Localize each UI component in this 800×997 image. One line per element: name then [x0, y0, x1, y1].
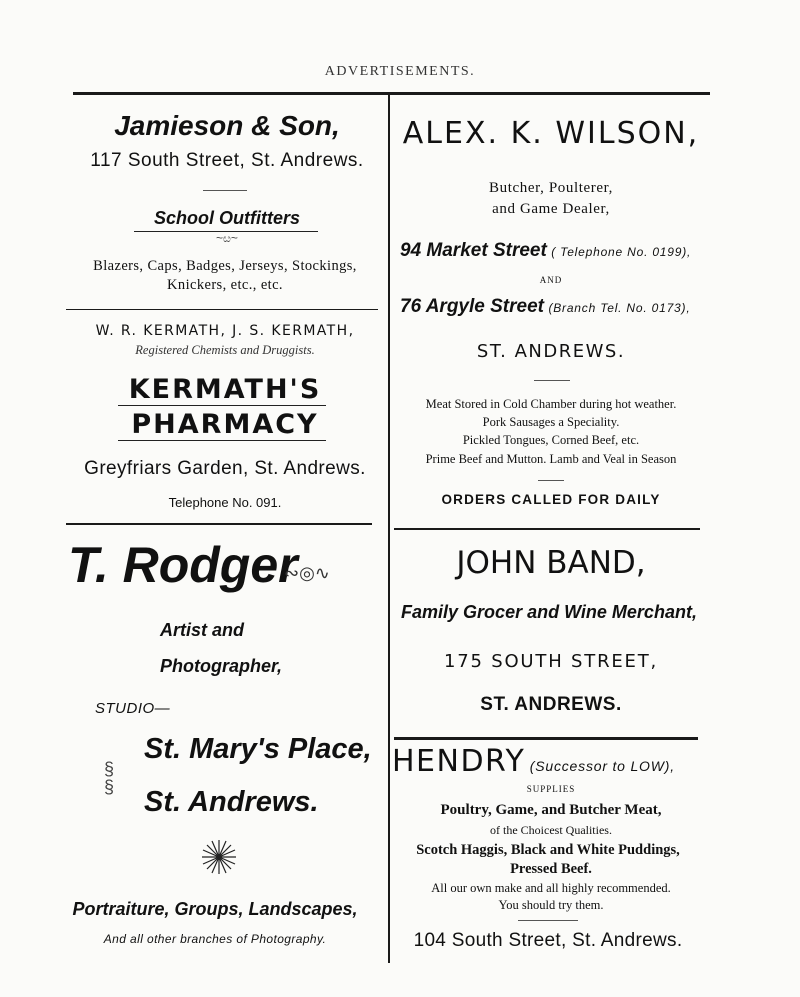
jamieson-name: Jamieson & Son, [114, 110, 340, 141]
kermath-telephone: Telephone No. 091. [168, 495, 282, 510]
wilson-rule [394, 528, 700, 530]
hendry-note-1: All our own make and all highly recommended. [431, 881, 671, 895]
kermath-title-1: KERMATH'S [128, 374, 322, 405]
scroll-ornament: ∾◎∿ [284, 563, 330, 583]
rodger-role-2: Photographer, [160, 656, 283, 676]
band-name: JOHN BAND, [456, 545, 646, 581]
wilson-note-3: Pickled Tongues, Corned Beef, etc. [462, 433, 640, 447]
rodger-address-1: St. Mary's Place, [144, 733, 372, 765]
jamieson-subtitle: School Outfitters [153, 208, 300, 228]
hendry-goods: Poultry, Game, and Butcher Meat, [440, 802, 662, 818]
kermath-title-underline-1 [118, 405, 326, 406]
wilson-note-2: Pork Sausages a Speciality. [482, 415, 620, 429]
wilson-note-4: Prime Beef and Mutton. Lamb and Veal in Season [425, 452, 677, 466]
starburst-ornament [200, 838, 238, 881]
kermath-proprietors: W. R. KERMATH, J. S. KERMATH, [95, 323, 355, 339]
wilson-orders: ORDERS CALLED FOR DAILY [441, 492, 661, 507]
wilson-separator-2 [538, 480, 564, 481]
wilson-trade-1: Butcher, Poulterer, [489, 180, 613, 196]
hendry-name-row [392, 744, 675, 779]
kermath-rule [66, 523, 372, 525]
hendry-specials-1: Scotch Haggis, Black and White Puddings, [416, 842, 680, 858]
rodger-studio: STUDIO— [95, 700, 171, 717]
wilson-note-1: Meat Stored in Cold Chamber during hot weather. [425, 397, 677, 411]
wilson-name: ALEX. K. WILSON, [402, 116, 700, 151]
rodger-address-2: St. Andrews. [144, 786, 319, 818]
kermath-title-2: PHARMACY [131, 409, 319, 440]
hendry-name: HENDRY [392, 744, 526, 779]
band-rule [394, 737, 698, 740]
hendry-supplies: SUPPLIES [526, 784, 576, 794]
jamieson-items-2: Knickers, etc., etc. [167, 277, 283, 293]
jamieson-separator [203, 190, 247, 191]
jamieson-rule [66, 309, 378, 310]
wilson-town: ST. ANDREWS. [476, 341, 626, 362]
kermath-address: Greyfriars Garden, St. Andrews. [84, 458, 366, 479]
wilson-address-2: 76 Argyle Street [400, 296, 544, 317]
hendry-note-2: You should try them. [498, 898, 604, 912]
header-rule [73, 92, 710, 95]
vine-ornament: § § [104, 759, 115, 797]
wilson-address-1-row [400, 240, 691, 262]
hendry-successor: (Successor to LOW), [529, 758, 675, 774]
wilson-address-1: 94 Market Street [400, 240, 547, 261]
kermath-title-underline-2 [118, 440, 326, 441]
hendry-quality: of the Choicest Qualities. [490, 823, 612, 837]
wilson-tel-2: (Branch Tel. No. 0173), [548, 301, 691, 315]
rodger-services-more: And all other branches of Photography. [103, 932, 327, 946]
flourish-ornament: ~ೞ~ [216, 231, 238, 245]
column-divider [388, 95, 390, 963]
wilson-and: AND [539, 275, 563, 285]
rodger-role-1: Artist and [160, 620, 245, 640]
hendry-address: 104 South Street, St. Andrews. [413, 930, 683, 951]
jamieson-items-1: Blazers, Caps, Badges, Jerseys, Stockings, [93, 258, 357, 274]
jamieson-address: 117 South Street, St. Andrews. [90, 150, 364, 171]
hendry-separator [518, 920, 578, 921]
band-trade: Family Grocer and Wine Merchant, [401, 602, 697, 622]
kermath-credentials: Registered Chemists and Druggists. [135, 343, 315, 357]
wilson-separator [534, 380, 570, 381]
wilson-address-2-row [400, 296, 690, 318]
rodger-services: Portraiture, Groups, Landscapes, [72, 899, 358, 919]
rodger-name: T. Rodger [68, 537, 298, 593]
wilson-trade-2: and Game Dealer, [492, 201, 610, 217]
band-street: 175 SOUTH STREET, [443, 651, 659, 672]
wilson-tel-1: ( Telephone No. 0199), [551, 245, 692, 259]
page-header: ADVERTISEMENTS. [324, 64, 476, 79]
hendry-specials-2: Pressed Beef. [510, 861, 592, 877]
band-town: ST. ANDREWS. [480, 694, 622, 715]
